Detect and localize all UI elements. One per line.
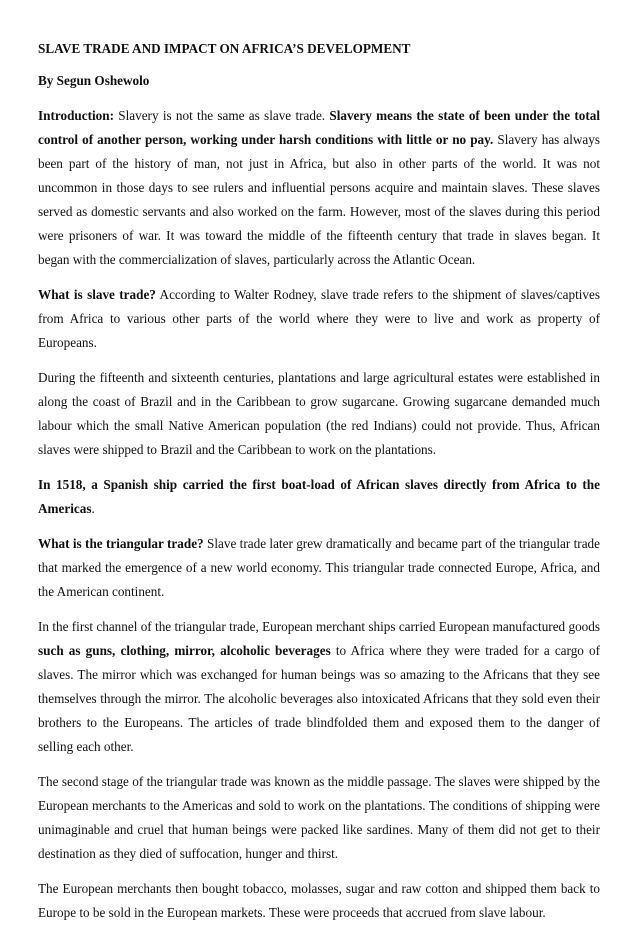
text-run: In the first channel of the triangular trade, European merchant ships carried European manufactured goods — [38, 619, 600, 634]
text-run: The European merchants then bought tobacco, molasses, sugar and raw cotton and shipped them back to Europe to be sold in the European markets. These were proceeds that accrued from slave labour. — [38, 881, 600, 920]
paragraph — [38, 770, 600, 866]
text-run: to Africa where they were traded for a cargo of slaves. The mirror which was exchanged for human beings was so amazing to the Africans that they see themselves through the mirror. The alcoholic beverages also intoxicated Africans that they sold even their brothers to the Europeans. The articles of trade blindfolded them and exposed them to the danger of selling each other. — [38, 643, 600, 754]
paragraph — [38, 283, 600, 355]
paragraph — [38, 877, 600, 925]
bold-text-run: What is the triangular trade? — [38, 536, 204, 551]
text-run: The second stage of the triangular trade was known as the middle passage. The slaves were shipped by the European merchants to the Americas and sold to work on the plantations. The conditions of shipping were unimaginable and cruel that human beings were packed like sardines. Many of them did not get to their destination as they died of suffocation, hunger and thirst. — [38, 774, 600, 861]
paragraph — [38, 366, 600, 462]
bold-text-run: In 1518, a Spanish ship carried the first boat-load of African slaves directly from Africa to the Americas — [38, 477, 600, 516]
bold-text-run: Introduction: — [38, 108, 114, 123]
bold-text-run: What is slave trade? — [38, 287, 156, 302]
bold-text-run: such as guns, clothing, mirror, alcoholic beverages — [38, 643, 331, 658]
bold-text-run: Slavery means the state of been under the total control of another person, working under harsh conditions with little or no pay. — [38, 108, 600, 147]
text-run: Slavery is not the same as slave trade. — [113, 108, 330, 123]
paragraph — [38, 615, 600, 759]
author-byline: By Segun Oshewolo — [38, 73, 150, 88]
text-run: Slavery has always been part of the history of man, not just in Africa, but also in other parts of the world. It was not uncommon in those days to see rulers and influential persons acquire and maintain slaves. These slaves served as domestic servants and also worked on the farm. However, most of the slaves during this period were prisoners of war. It was toward the middle of the fifteenth century that trade in slaves began. It began with the commercialization of slaves, particularly across the Atlantic Ocean. — [38, 132, 600, 267]
paragraph — [38, 532, 600, 604]
paragraph — [38, 104, 600, 272]
document-body — [38, 104, 600, 925]
text-run: . — [91, 501, 95, 516]
document-title: SLAVE TRADE AND IMPACT ON AFRICA’S DEVELOPMENT — [38, 41, 411, 56]
paragraph — [38, 473, 600, 521]
text-run: During the fifteenth and sixteenth centuries, plantations and large agricultural estates were established in along the coast of Brazil and in the Caribbean to grow sugarcane. Growing sugarcane demanded much labour which the small Native American population (the red Indians) could not provide. Thus, African slaves were shipped to Brazil and the Caribbean to work on the plantations. — [38, 370, 600, 457]
text-run: According to Walter Rodney, slave trade refers to the shipment of slaves/captives from Africa to various other parts of the world where they were to live and work as property of Europeans. — [38, 287, 600, 350]
text-run: Slave trade later grew dramatically and became part of the triangular trade that marked the emergence of a new world economy. This triangular trade connected Europe, Africa, and the American continent. — [38, 536, 600, 599]
